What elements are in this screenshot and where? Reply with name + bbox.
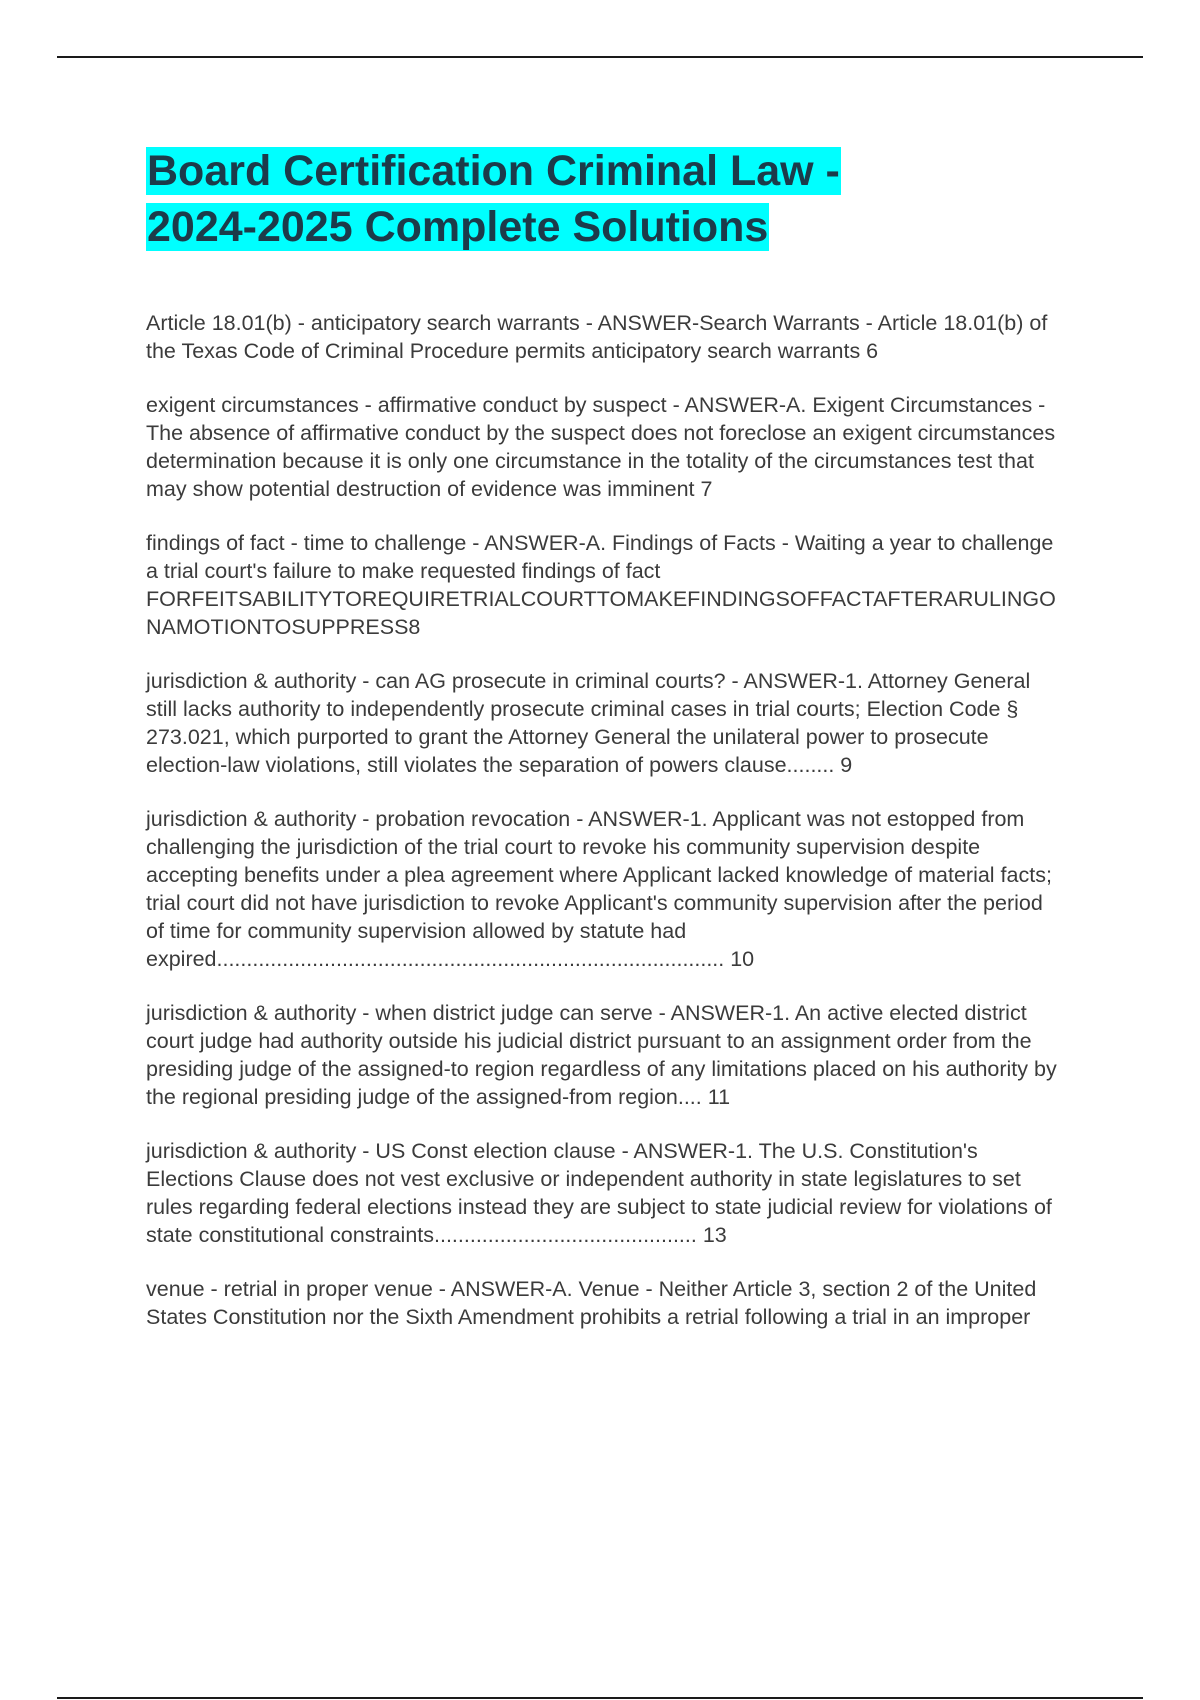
qa-entry: Article 18.01(b) - anticipatory search warrants - ANSWER-Search Warrants - Article 18.01(b) of the Texas Code of Criminal Procedure permits anticipatory search warrants 6 [146,311,1048,363]
top-rule [57,56,1143,58]
qa-entry: venue - retrial in proper venue - ANSWER-A. Venue - Neither Article 3, section 2 of the United States Constitution nor the Sixth Amendment prohibits a retrial following a trial in an improper [146,1277,1037,1329]
title-line-1: Board Certification Criminal Law - [147,147,840,195]
qa-entry: findings of fact - time to challenge - ANSWER-A. Findings of Facts - Waiting a year to challenge a trial court's failure to make requested findings of fact FORFEITSABILITYTOREQUIRETRIALCOURTTOMAKEFINDINGSOFFACTAFTERARULINGONAMOTIONTOSUPPRESS8 [146,531,1056,639]
document-title [146,143,1066,255]
title-line-2: 2024-2025 Complete Solutions [147,203,769,251]
qa-entry: jurisdiction & authority - when district judge can serve - ANSWER-1. An active elected district court judge had authority outside his judicial district pursuant to an assignment order from the presiding judge of the assigned-to region regardless of any limitations placed on his authority by the regional presiding judge of the assigned-from region.... 11 [146,1001,1057,1109]
qa-entry-list [146,309,1066,1331]
document-body [146,143,1066,1357]
qa-entry: jurisdiction & authority - probation revocation - ANSWER-1. Applicant was not estopped from challenging the jurisdiction of the trial court to revoke his community supervision despite accepting benefits under a plea agreement where Applicant lacked knowledge of material facts; trial court did not have jurisdiction to revoke Applicant's community supervision after the period of time for community supervision allowed by statute had expired..................................................................................... 10 [146,807,1052,971]
qa-entry: jurisdiction & authority - can AG prosecute in criminal courts? - ANSWER-1. Attorney General still lacks authority to independently prosecute criminal cases in trial courts; Election Code § 273.021, which purported to grant the Attorney General the unilateral power to prosecute election-law violations, still violates the separation of powers clause........ 9 [146,669,1031,777]
bottom-rule [57,1697,1143,1699]
qa-entry: exigent circumstances - affirmative conduct by suspect - ANSWER-A. Exigent Circumstances - The absence of affirmative conduct by the suspect does not foreclose an exigent circumstances determination because it is only one circumstance in the totality of the circumstances test that may show potential destruction of evidence was imminent 7 [146,393,1056,501]
qa-entry: jurisdiction & authority - US Const election clause - ANSWER-1. The U.S. Constitution's Elections Clause does not vest exclusive or independent authority in state legislatures to set rules regarding federal elections instead they are subject to state judicial review for violations of state constitutional constraints............................................ 13 [146,1139,1052,1247]
